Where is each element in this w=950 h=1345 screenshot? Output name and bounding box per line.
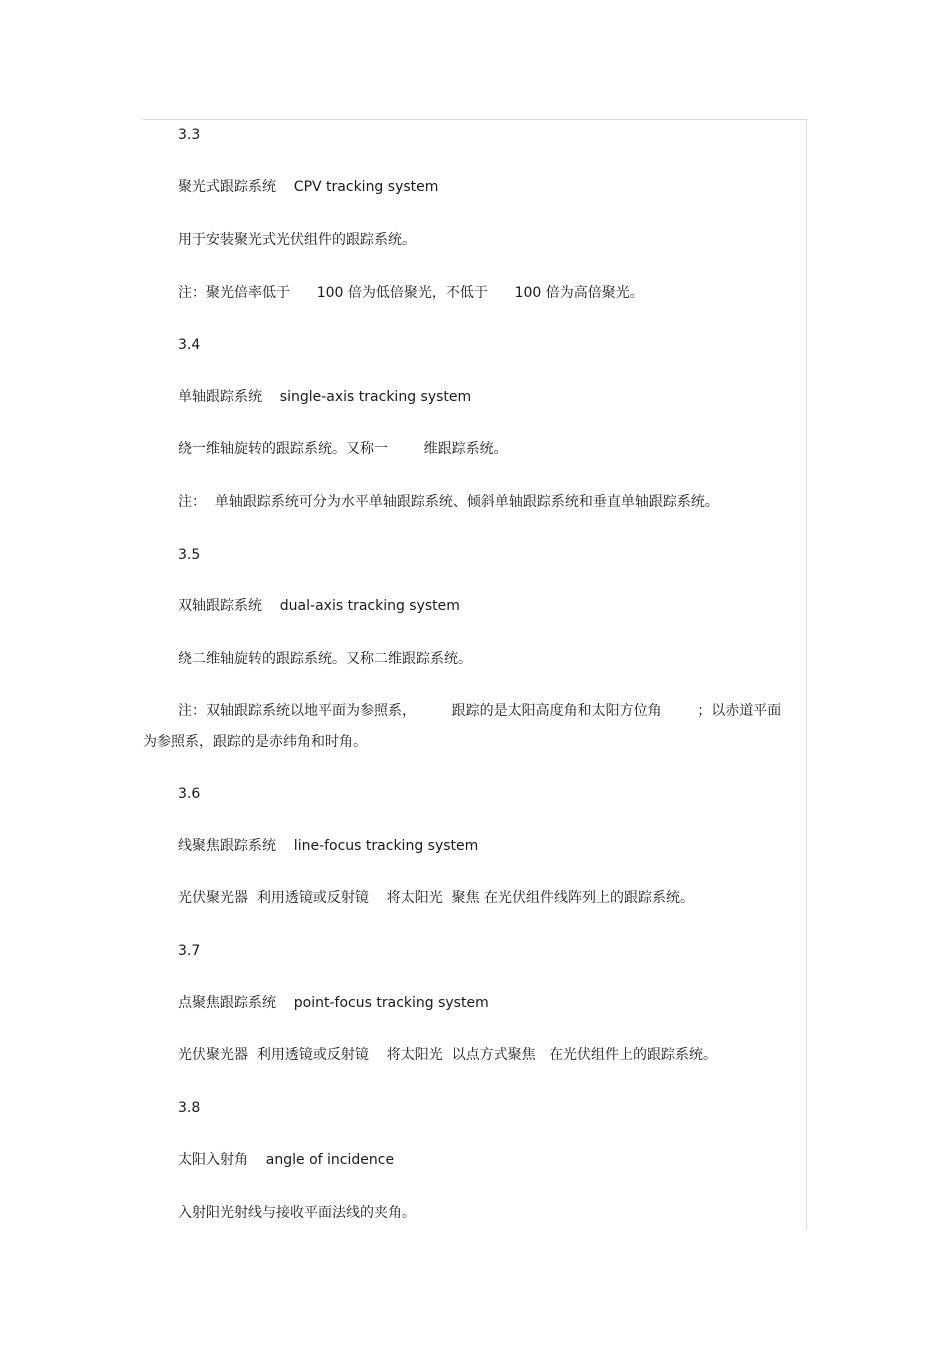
term-heading: 双轴跟踪系统 dual-axis tracking system (178, 598, 460, 614)
term-definition: 绕一维轴旋转的跟踪系统。又称一 维跟踪系统。 (178, 441, 508, 457)
term-definition: 用于安装聚光式光伏组件的跟踪系统。 (178, 232, 416, 248)
section-number: 3.4 (178, 337, 201, 353)
term-heading: 聚光式跟踪系统 CPV tracking system (178, 179, 439, 195)
term-note: 注： 单轴跟踪系统可分为水平单轴跟踪系统、倾斜单轴跟踪系统和垂直单轴跟踪系统。 (178, 494, 719, 510)
term-definition: 光伏聚光器 利用透镜或反射镜 将太阳光 聚焦 在光伏组件线阵列上的跟踪系统。 (178, 890, 695, 906)
section-number: 3.5 (178, 547, 201, 563)
term-definition: 光伏聚光器 利用透镜或反射镜 将太阳光 以点方式聚焦 在光伏组件上的跟踪系统。 (178, 1047, 717, 1063)
term-definition: 入射阳光射线与接收平面法线的夹角。 (178, 1205, 416, 1221)
term-note-line-1: 注：双轴跟踪系统以地平面为参照系， 跟踪的是太阳高度角和太阳方位角 ；以赤道平面 (178, 703, 782, 719)
section-number: 3.7 (178, 943, 201, 959)
term-heading: 太阳入射角 angle of incidence (178, 1152, 395, 1168)
term-heading: 单轴跟踪系统 single-axis tracking system (178, 389, 472, 405)
term-heading: 点聚焦跟踪系统 point-focus tracking system (178, 995, 489, 1011)
term-note: 注：聚光倍率低于 100 倍为低倍聚光，不低于 100 倍为高倍聚光。 (178, 285, 644, 301)
section-number: 3.3 (178, 127, 201, 143)
section-number: 3.8 (178, 1100, 201, 1116)
term-definition: 绕二维轴旋转的跟踪系统。又称二维跟踪系统。 (178, 651, 472, 667)
term-note-line-2: 为参照系，跟踪的是赤纬角和时角。 (143, 734, 367, 750)
term-heading: 线聚焦跟踪系统 line-focus tracking system (178, 838, 479, 854)
section-number: 3.6 (178, 786, 201, 802)
